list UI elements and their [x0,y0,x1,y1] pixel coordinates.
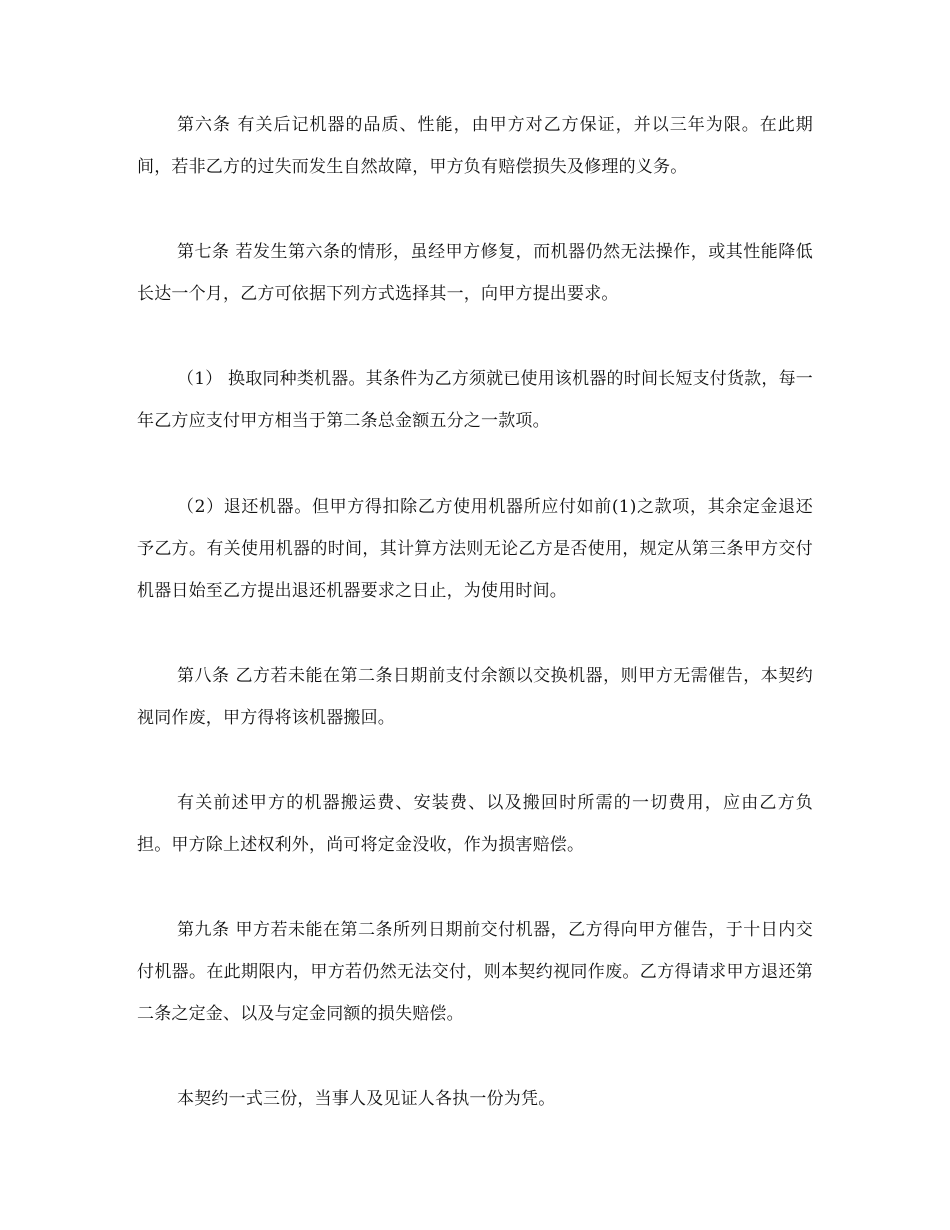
article-7-paragraph: 第七条 若发生第六条的情形，虽经甲方修复，而机器仍然无法操作，或其性能降低长达一个月，乙方可依据下列方式选择其一，向甲方提出要求。 [137,242,813,304]
copies-paragraph: 本契约一式三份，当事人及见证人各执一份为凭。 [177,1089,556,1109]
option-2-paragraph: （2）退还机器。但甲方得扣除乙方使用机器所应付如前(1)之款项，其余定金退还予乙方。有关使用机器的时间，其计算方法则无论乙方是否使用，规定从第三条甲方交付机器日始至乙方提出退还机器要求之日止，为使用时间。 [137,497,813,601]
article-9-paragraph: 第九条 甲方若未能在第二条所列日期前交付机器，乙方得向甲方催告，于十日内交付机器。在此期限内，甲方若仍然无法交付，则本契约视同作废。乙方得请求甲方退还第二条之定金、以及与定金同额的损失赔偿。 [137,920,813,1024]
expense-paragraph: 有关前述甲方的机器搬运费、安装费、以及搬回时所需的一切费用，应由乙方负担。甲方除上述权利外，尚可将定金没收，作为损害赔偿。 [137,793,813,855]
option-1-paragraph: （1） 换取同种类机器。其条件为乙方须就已使用该机器的时间长短支付货款，每一年乙方应支付甲方相当于第二条总金额五分之一款项。 [137,369,813,431]
article-6-paragraph: 第六条 有关后记机器的品质、性能，由甲方对乙方保证，并以三年为限。在此期间，若非乙方的过失而发生自然故障，甲方负有赔偿损失及修理的义务。 [137,115,813,177]
article-8-paragraph: 第八条 乙方若未能在第二条日期前支付余额以交换机器，则甲方无需催告，本契约视同作废，甲方得将该机器搬回。 [137,666,813,728]
